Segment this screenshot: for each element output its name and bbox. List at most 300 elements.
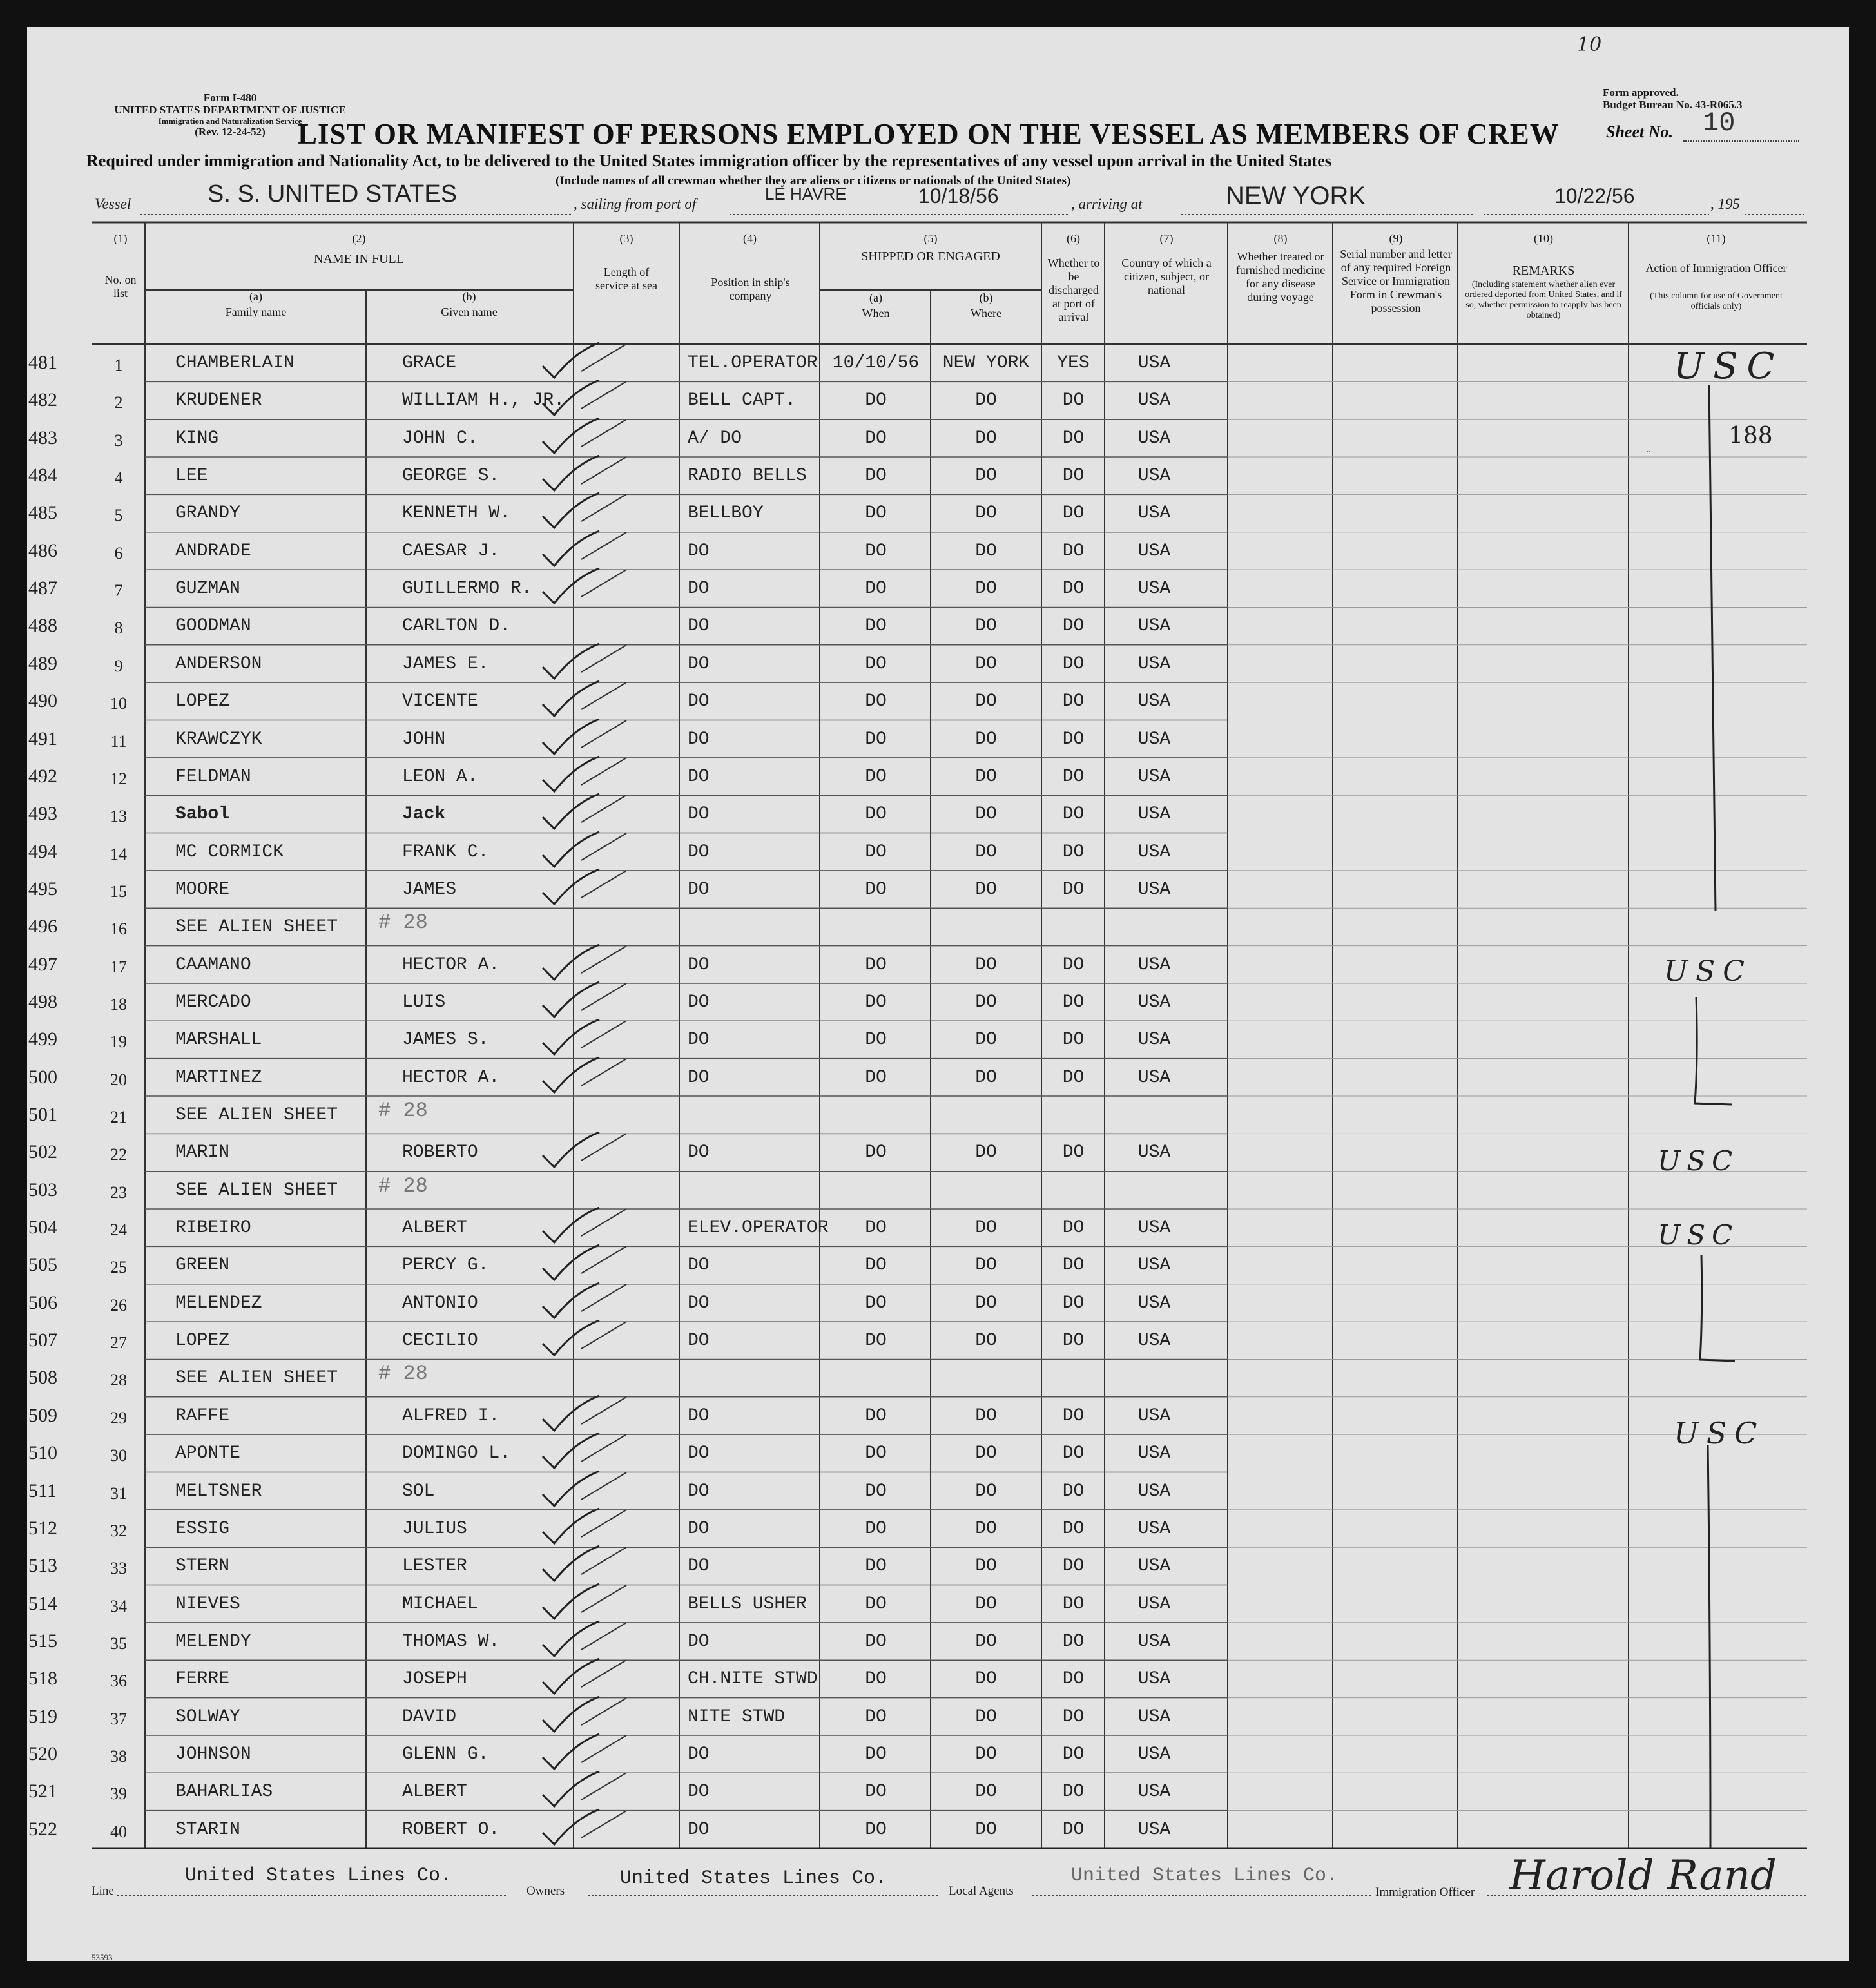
line-number: 483	[28, 427, 57, 449]
line-number: 513	[28, 1555, 57, 1577]
shipped-where: DO	[975, 1782, 997, 1802]
country: USA	[1137, 766, 1171, 787]
col5-label: SHIPPED OR ENGAGED	[861, 249, 1000, 264]
shipped-where: DO	[975, 1405, 997, 1426]
line-number: 511	[28, 1480, 57, 1501]
family-name: MOORE	[175, 879, 230, 900]
given-name: GRACE	[402, 353, 457, 373]
position: DO	[688, 1443, 710, 1464]
shipped-where: DO	[975, 466, 997, 487]
discharged: DO	[1062, 1594, 1085, 1614]
shipped-when: DO	[865, 1218, 887, 1239]
shipped-where: DO	[975, 1556, 997, 1577]
discharged: YES	[1057, 353, 1090, 373]
given-name: ANTONIO	[402, 1293, 478, 1313]
arriving-label: , arriving at	[1071, 196, 1143, 212]
row-number: 36	[110, 1672, 127, 1691]
shipped-when: DO	[865, 842, 887, 862]
country: USA	[1137, 1782, 1171, 1802]
line-number: 482	[28, 389, 57, 411]
given-name: JOHN C.	[402, 428, 478, 449]
shipped-when: DO	[865, 579, 887, 599]
given-name: GLENN G.	[402, 1744, 489, 1764]
subtitle: Required under immigration and Nationality Act, to be delivered to the United States immigration officer by the representatives of any vessel upon arrival in the United States	[86, 151, 1331, 170]
shipped-where: DO	[975, 391, 997, 411]
given-name: # 28	[378, 1099, 428, 1123]
shipped-when: DO	[865, 1481, 887, 1501]
line-number: 492	[28, 765, 57, 787]
footer-owners-label: Owners	[527, 1884, 565, 1898]
footer-lines	[27, 27, 1849, 1961]
country: USA	[1137, 1819, 1171, 1840]
row-number: 25	[110, 1258, 127, 1277]
family-name: APONTE	[175, 1443, 240, 1464]
discharged: DO	[1062, 1819, 1085, 1840]
family-name: Sabol	[175, 804, 230, 825]
given-name: FRANK C.	[402, 842, 489, 862]
discharged: DO	[1062, 842, 1085, 862]
family-name: MARSHALL	[175, 1030, 262, 1050]
country: USA	[1137, 1143, 1171, 1163]
service-name: Immigration and Naturalization Service	[158, 116, 302, 126]
position: DO	[688, 842, 710, 862]
line-number: 514	[28, 1592, 57, 1614]
country: USA	[1137, 1218, 1171, 1239]
discharged: DO	[1062, 954, 1085, 975]
position: DO	[688, 1331, 710, 1351]
given-name: GEORGE S.	[402, 466, 500, 487]
given-name: JULIUS	[402, 1518, 467, 1539]
shipped-where: DO	[975, 842, 997, 862]
country: USA	[1137, 842, 1171, 862]
row-number: 28	[110, 1371, 127, 1390]
line-number: 503	[28, 1179, 57, 1201]
discharged: DO	[1062, 1443, 1085, 1464]
row-number: 33	[110, 1559, 127, 1578]
family-name: MARIN	[175, 1143, 230, 1163]
given-name: THOMAS W.	[402, 1631, 500, 1652]
given-name: ALFRED I.	[402, 1405, 500, 1426]
col5a-label: When	[862, 307, 890, 320]
given-name: DAVID	[402, 1706, 457, 1727]
shipped-when: DO	[865, 1255, 887, 1276]
family-name: KRUDENER	[175, 391, 262, 411]
shipped-when: DO	[865, 691, 887, 712]
position: BELL CAPT.	[688, 391, 797, 411]
country: USA	[1137, 1518, 1171, 1539]
discharged: DO	[1062, 616, 1085, 637]
country: USA	[1137, 1556, 1171, 1577]
col2-number: (2)	[352, 232, 366, 245]
discharged: DO	[1062, 1067, 1085, 1088]
shipped-where: DO	[975, 691, 997, 712]
line-number: 508	[28, 1367, 57, 1389]
shipped-where: DO	[975, 992, 997, 1012]
line-number: 485	[28, 502, 57, 524]
row-number: 39	[110, 1784, 127, 1804]
row-number: 4	[114, 468, 123, 488]
position: DO	[688, 879, 710, 900]
line-number: 495	[28, 878, 57, 900]
line-number: 498	[28, 990, 57, 1012]
shipped-where: DO	[975, 1631, 997, 1652]
family-name: MELENDY	[175, 1631, 251, 1652]
line-number: 515	[28, 1630, 57, 1652]
line-number: 506	[28, 1291, 57, 1313]
position: CH.NITE STWD	[688, 1669, 818, 1690]
given-name: LEON A.	[402, 766, 478, 787]
family-name: FERRE	[175, 1669, 230, 1690]
position: DO	[688, 1067, 710, 1088]
line-number: 491	[28, 728, 57, 749]
position: DO	[688, 579, 710, 599]
position: ELEV.OPERATOR	[688, 1218, 829, 1239]
shipped-when: DO	[865, 1331, 887, 1351]
given-name: JAMES E.	[402, 653, 489, 674]
line-number: 519	[28, 1705, 57, 1727]
shipped-where: DO	[975, 1744, 997, 1764]
sailing-date: 10/18/56	[918, 184, 999, 207]
col6-number: (6)	[1067, 232, 1080, 245]
shipped-when: DO	[865, 1405, 887, 1426]
discharged: DO	[1062, 428, 1085, 449]
position: DO	[688, 804, 710, 825]
discharged: DO	[1062, 1481, 1085, 1501]
print-code: 53593	[92, 1953, 113, 1962]
line-number: 510	[28, 1442, 57, 1464]
given-name: PERCY G.	[402, 1255, 489, 1276]
discharged: DO	[1062, 1518, 1085, 1539]
family-name: CHAMBERLAIN	[175, 353, 295, 373]
row-number: 23	[110, 1182, 127, 1202]
position: NITE STWD	[688, 1706, 786, 1727]
given-name: JAMES S.	[402, 1030, 489, 1050]
officer-mark-usc-1: USC	[1674, 345, 1784, 387]
shipped-when: DO	[865, 466, 887, 487]
discharged: DO	[1062, 879, 1085, 900]
line-number: 494	[28, 840, 57, 862]
shipped-where: DO	[975, 579, 997, 599]
shipped-when: DO	[865, 1669, 887, 1690]
col2b-number: (b)	[462, 290, 476, 303]
family-name: MC CORMICK	[175, 842, 284, 862]
discharged: DO	[1062, 541, 1085, 561]
discharged: DO	[1062, 1669, 1085, 1690]
row-number: 14	[110, 844, 127, 864]
given-name: CECILIO	[402, 1331, 478, 1351]
col7-label: Country of which a citizen, subject, or national	[1121, 256, 1212, 296]
shipped-when: DO	[865, 766, 887, 787]
row-number: 29	[110, 1408, 127, 1427]
position: DO	[688, 691, 710, 712]
line-number: 522	[28, 1818, 57, 1840]
discharged: DO	[1062, 804, 1085, 825]
given-name: LESTER	[402, 1556, 467, 1577]
given-name: GUILLERMO R.	[402, 579, 532, 599]
shipped-when: DO	[865, 879, 887, 900]
footer-agents-value: United States Lines Co.	[1071, 1865, 1339, 1887]
country: USA	[1137, 954, 1171, 975]
row-number: 13	[110, 807, 127, 826]
shipped-where: DO	[975, 428, 997, 449]
line-number: 500	[28, 1066, 57, 1088]
shipped-when: DO	[865, 616, 887, 637]
discharged: DO	[1062, 1744, 1085, 1764]
family-name: ESSIG	[175, 1518, 230, 1539]
shipped-where: DO	[975, 1067, 997, 1088]
officer-signature: Harold Rand	[1509, 1852, 1777, 1900]
line-number: 507	[28, 1329, 57, 1351]
shipped-when: DO	[865, 729, 887, 749]
page-title: LIST OR MANIFEST OF PERSONS EMPLOYED ON THE VESSEL AS MEMBERS OF CREW	[298, 118, 1560, 150]
discharged: DO	[1062, 1293, 1085, 1313]
country: USA	[1137, 1030, 1171, 1050]
shipped-where: DO	[975, 1518, 997, 1539]
country: USA	[1137, 804, 1171, 825]
country: USA	[1137, 1331, 1171, 1351]
shipped-when: DO	[865, 804, 887, 825]
shipped-where: DO	[975, 1143, 997, 1163]
position: TEL.OPERATOR	[688, 353, 818, 373]
discharged: DO	[1062, 503, 1085, 524]
line-number: 499	[28, 1028, 57, 1050]
sheet-mark: 10	[1577, 34, 1602, 56]
position: DO	[688, 1143, 710, 1163]
shipped-where: DO	[975, 804, 997, 825]
year-suffix: , 195	[1710, 196, 1740, 212]
family-name: SEE ALIEN SHEET	[175, 1180, 338, 1201]
family-name: GREEN	[175, 1255, 230, 1276]
footer-owners-value: United States Lines Co.	[620, 1867, 887, 1889]
family-name: RAFFE	[175, 1405, 230, 1426]
position: DO	[688, 954, 710, 975]
discharged: DO	[1062, 1331, 1085, 1351]
col1-number: (1)	[113, 232, 128, 245]
given-name: JAMES	[402, 879, 457, 900]
shipped-when: DO	[865, 1594, 887, 1614]
given-name: HECTOR A.	[402, 954, 500, 975]
family-name: MELTSNER	[175, 1481, 262, 1501]
revision: (Rev. 12-24-52)	[195, 126, 266, 138]
line-number: 490	[28, 690, 57, 712]
row-number: 32	[110, 1521, 127, 1540]
col4-number: (4)	[743, 232, 757, 245]
family-name: SOLWAY	[175, 1706, 240, 1727]
svg-text:..: ..	[1646, 444, 1651, 455]
discharged: DO	[1062, 466, 1085, 487]
col5-number: (5)	[923, 232, 938, 245]
position: DO	[688, 1293, 710, 1313]
row-number: 38	[110, 1746, 127, 1766]
discharged: DO	[1062, 691, 1085, 712]
country: USA	[1137, 1255, 1171, 1276]
country: USA	[1137, 1481, 1171, 1501]
col6-label: Whether to be discharged at port of arrival	[1047, 256, 1100, 323]
shipped-when: DO	[865, 1293, 887, 1313]
line-number: 488	[28, 615, 57, 637]
shipped-when: DO	[865, 1067, 887, 1088]
row-number: 10	[110, 694, 127, 713]
discharged: DO	[1062, 1405, 1085, 1426]
shipped-when: DO	[865, 428, 887, 449]
country: USA	[1137, 1744, 1171, 1764]
country: USA	[1137, 1669, 1171, 1690]
given-name: # 28	[378, 911, 428, 935]
position: DO	[688, 1030, 710, 1050]
family-name: MERCADO	[175, 992, 251, 1012]
discharged: DO	[1062, 391, 1085, 411]
given-name: CARLTON D.	[402, 616, 511, 637]
sailing-label: , sailing from port of	[574, 196, 697, 212]
position: RADIO BELLS	[688, 466, 807, 487]
shipped-where: DO	[975, 503, 997, 524]
shipped-when: DO	[865, 1030, 887, 1050]
row-number: 24	[110, 1221, 127, 1240]
shipped-when: DO	[865, 992, 887, 1012]
col9-number: (9)	[1389, 232, 1403, 245]
shipped-when: DO	[865, 503, 887, 524]
given-name: HECTOR A.	[402, 1067, 500, 1088]
family-name: SEE ALIEN SHEET	[175, 1368, 338, 1389]
col10-number: (10)	[1534, 232, 1553, 245]
family-name: ANDERSON	[175, 653, 262, 674]
family-name: GUZMAN	[175, 579, 240, 599]
department-name: UNITED STATES DEPARTMENT OF JUSTICE	[114, 104, 346, 116]
discharged: DO	[1062, 729, 1085, 749]
discharged: DO	[1062, 1706, 1085, 1727]
col5b-number: (b)	[979, 291, 993, 304]
family-name: MELENDEZ	[175, 1293, 262, 1313]
line-number: 484	[28, 465, 57, 487]
family-name: LOPEZ	[175, 691, 230, 712]
shipped-where: DO	[975, 1669, 997, 1690]
sheet-number: 10	[1703, 108, 1736, 139]
col11-note: (This column for use of Government officials only)	[1650, 291, 1783, 311]
discharged: DO	[1062, 1782, 1085, 1802]
row-number: 11	[110, 731, 127, 751]
line-number: 502	[28, 1141, 57, 1163]
line-number: 489	[28, 652, 57, 674]
row-number: 9	[114, 656, 123, 675]
sailing-port: LE HAVRE	[765, 184, 847, 204]
position: DO	[688, 1631, 710, 1652]
row-number: 18	[110, 994, 127, 1014]
discharged: DO	[1062, 992, 1085, 1012]
discharged: DO	[1062, 579, 1085, 599]
country: USA	[1137, 1067, 1171, 1088]
country: USA	[1137, 391, 1171, 411]
family-name: ANDRADE	[175, 541, 251, 561]
country: USA	[1137, 1293, 1171, 1313]
country: USA	[1137, 428, 1171, 449]
country: USA	[1137, 1594, 1171, 1614]
given-name: # 28	[378, 1173, 428, 1198]
country: USA	[1137, 1706, 1171, 1727]
row-number: 31	[110, 1483, 127, 1503]
position: DO	[688, 653, 710, 674]
row-number: 2	[114, 393, 123, 412]
family-name: NIEVES	[175, 1594, 240, 1614]
row-number: 35	[110, 1634, 127, 1653]
row-number: 19	[110, 1032, 127, 1052]
subtitle-note: (Include names of all crewman whether they are aliens or citizens or nationals of the United States)	[556, 174, 1071, 188]
shipped-when: DO	[865, 1556, 887, 1577]
given-name: ROBERTO	[402, 1143, 478, 1163]
shipped-where: DO	[975, 879, 997, 900]
position: DO	[688, 992, 710, 1012]
row-number: 1	[114, 356, 123, 374]
country: USA	[1137, 503, 1171, 524]
country: USA	[1137, 729, 1171, 749]
given-name: JOSEPH	[402, 1669, 467, 1690]
shipped-where: DO	[975, 653, 997, 674]
shipped-where: DO	[975, 1255, 997, 1276]
row-number: 40	[110, 1822, 127, 1841]
row-number: 21	[110, 1108, 127, 1126]
footer-line-value: United States Lines Co.	[185, 1865, 452, 1887]
shipped-where: DO	[975, 1819, 997, 1840]
given-name: ALBERT	[402, 1782, 467, 1802]
country: USA	[1137, 653, 1171, 674]
country: USA	[1137, 466, 1171, 487]
col10-label: REMARKS	[1512, 264, 1575, 278]
shipped-when: DO	[865, 541, 887, 561]
shipped-when: DO	[865, 1744, 887, 1764]
officer-mark-188: 188	[1728, 423, 1773, 449]
shipped-where: NEW YORK	[942, 353, 1030, 373]
row-number: 27	[110, 1333, 127, 1353]
arrival-date: 10/22/56	[1554, 184, 1635, 207]
position: DO	[688, 616, 710, 637]
line-number: 481	[28, 352, 57, 373]
shipped-when: DO	[865, 1631, 887, 1652]
shipped-when: DO	[865, 1443, 887, 1464]
given-name: VICENTE	[402, 691, 478, 712]
shipped-where: DO	[975, 541, 997, 561]
position: DO	[688, 766, 710, 787]
row-number: 17	[110, 957, 127, 976]
given-name: Jack	[402, 804, 446, 825]
family-name: STARIN	[175, 1819, 240, 1840]
discharged: DO	[1062, 653, 1085, 674]
given-name: LUIS	[402, 992, 446, 1012]
country: USA	[1137, 541, 1171, 561]
family-name: GRANDY	[175, 503, 240, 524]
given-name: CAESAR J.	[402, 541, 500, 561]
arrival-port: NEW YORK	[1226, 182, 1366, 210]
row-number: 34	[110, 1596, 127, 1616]
discharged: DO	[1062, 1030, 1085, 1050]
position: DO	[688, 1518, 710, 1539]
row-number: 30	[110, 1446, 127, 1465]
col4-label: Position in ship's company	[711, 276, 790, 302]
shipped-when: DO	[865, 1706, 887, 1727]
shipped-where: DO	[975, 1030, 997, 1050]
shipped-where: DO	[975, 1293, 997, 1313]
position: DO	[688, 1255, 710, 1276]
position: DO	[688, 1556, 710, 1577]
country: USA	[1137, 1443, 1171, 1464]
family-name: STERN	[175, 1556, 230, 1577]
col3-label: Length of service at sea	[595, 265, 657, 292]
country: USA	[1137, 1405, 1171, 1426]
family-name: KRAWCZYK	[175, 729, 262, 749]
line-number: 486	[28, 539, 57, 561]
given-name: # 28	[378, 1362, 428, 1386]
shipped-where: DO	[975, 1218, 997, 1239]
position: DO	[688, 541, 710, 561]
position: DO	[688, 729, 710, 749]
